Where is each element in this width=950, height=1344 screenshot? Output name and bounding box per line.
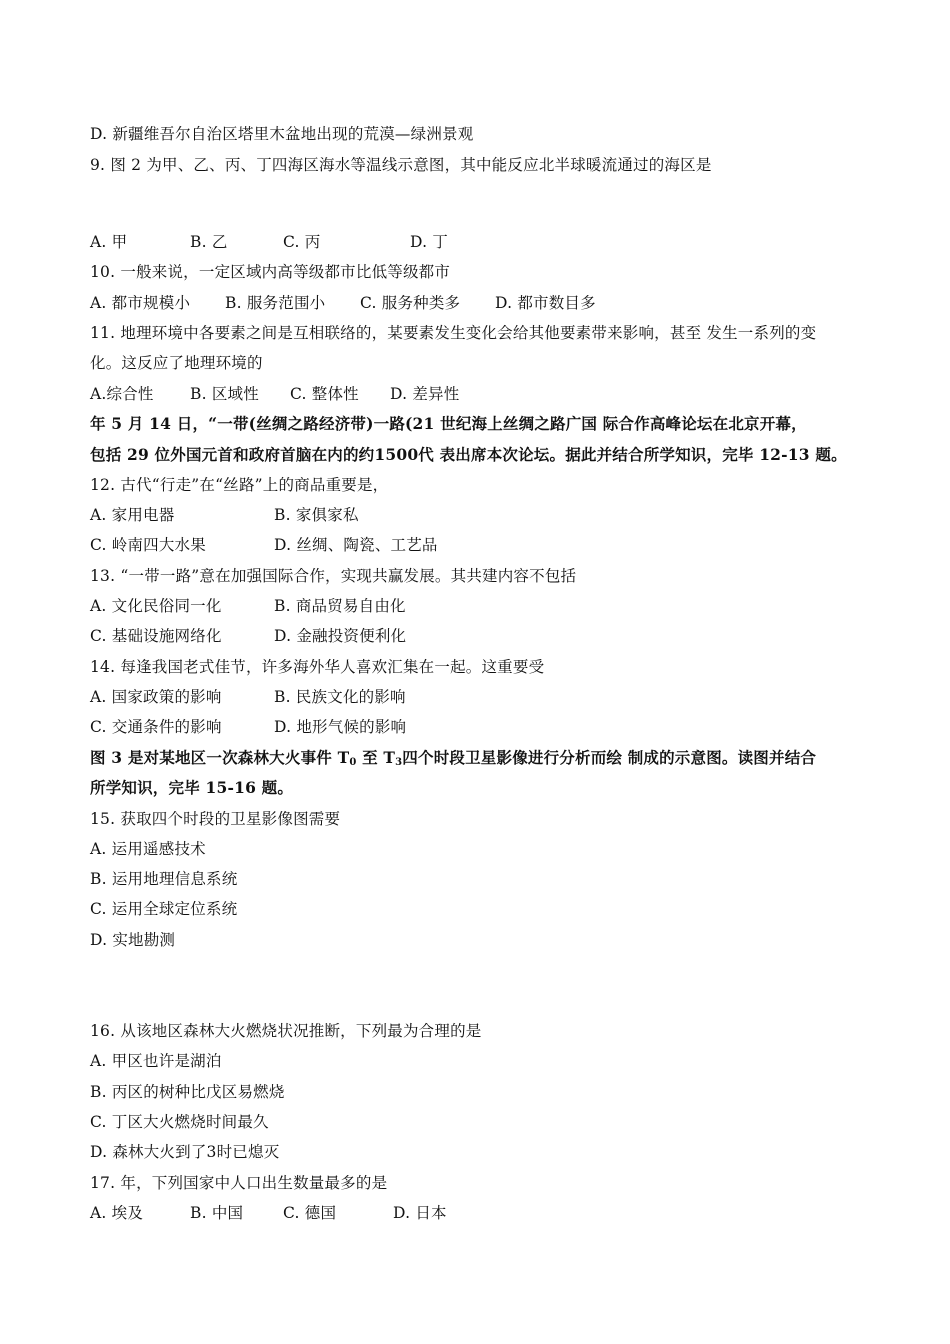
q12-option-a: A. 家用电器 — [90, 506, 175, 524]
q10-options — [90, 293, 596, 313]
q13-options-row2 — [90, 626, 406, 646]
q17-options — [90, 1203, 447, 1223]
q9-options — [90, 232, 448, 252]
q15-stem: 15. 获取四个时段的卫星影像图需要 — [90, 810, 341, 828]
q12-option-d: D. 丝绸、陶瓷、工艺品 — [274, 536, 438, 554]
q14-options-row1 — [90, 687, 406, 707]
q11-option-a: A.综合性 — [90, 385, 154, 403]
q14-option-c: C. 交通条件的影响 — [90, 718, 222, 736]
q15-option-c: C. 运用全球定位系统 — [90, 900, 238, 918]
q11-option-c: C. 整体性 — [290, 385, 359, 403]
q13-stem: 13. “一带一路”意在加强国际合作，实现共赢发展。其共建内容不包括 — [90, 567, 577, 585]
q15-intro-line2: 所学知识，完毕 15-16 题。 — [90, 778, 294, 797]
q16-option-c: C. 丁区大火燃烧时间最久 — [90, 1113, 269, 1131]
q13-option-b: B. 商品贸易自由化 — [274, 597, 406, 615]
q13-option-c: C. 基础设施网络化 — [90, 627, 222, 645]
q16-option-a: A. 甲区也许是湖泊 — [90, 1052, 222, 1070]
q15-option-b: B. 运用地理信息系统 — [90, 870, 238, 888]
q13-option-a: A. 文化民俗同一化 — [90, 597, 222, 615]
q9-stem: 9. 图 2 为甲、乙、丙、丁四海区海水等温线示意图，其中能反应北半球暖流通过的海区是 — [90, 156, 712, 174]
q10-option-a: A. 都市规模小 — [90, 294, 191, 312]
q14-option-b: B. 民族文化的影响 — [274, 688, 406, 706]
q15-option-d: D. 实地勘测 — [90, 931, 176, 949]
q9-option-d: D. 丁 — [410, 233, 449, 251]
q11-option-d: D. 差异性 — [390, 385, 460, 403]
q12-stem: 12. 古代“行走”在“丝路”上的商品重要是， — [90, 476, 389, 494]
q17-option-b: B. 中国 — [190, 1204, 244, 1222]
q12-intro-line2: 包括 29 位外国元首和政府首脑在内的约1500代 表出席本次论坛。据此并结合所学知识，完毕 12-13 题。 — [90, 445, 847, 464]
q10-option-d: D. 都市数目多 — [495, 294, 596, 312]
q14-option-d: D. 地形气候的影响 — [274, 718, 407, 736]
q11-options — [90, 384, 459, 404]
q12-options-row1 — [90, 505, 359, 525]
q11-stem-line2: 化。这反应了地理环境的 — [90, 354, 263, 372]
q16-option-b: B. 丙区的树种比戊区易燃烧 — [90, 1083, 285, 1101]
q17-option-c: C. 德国 — [283, 1204, 337, 1222]
q17-stem: 17. 年，下列国家中人口出生数量最多的是 — [90, 1174, 388, 1192]
q15-intro-line1: 图 3 是对某地区一次森林大火事件 $T_0$ 至 $T_3$四个时段卫星影像进行分析而绘 制成的示意图。读图并结合 — [90, 748, 817, 768]
q12-options-row2 — [90, 535, 438, 555]
q14-option-a: A. 国家政策的影响 — [90, 688, 222, 706]
q15-option-a: A. 运用遥感技术 — [90, 840, 206, 858]
q9-option-b: B. 乙 — [190, 233, 228, 251]
q16-option-d: D. 森林大火到了3时已熄灭 — [90, 1143, 280, 1161]
q13-option-d: D. 金融投资便利化 — [274, 627, 407, 645]
q10-stem: 10. 一般来说，一定区域内高等级都市比低等级都市 — [90, 263, 451, 281]
q9-option-c: C. 丙 — [283, 233, 321, 251]
q17-option-a: A. 埃及 — [90, 1204, 144, 1222]
q11-option-b: B. 区域性 — [190, 385, 259, 403]
q10-option-b: B. 服务范围小 — [225, 294, 326, 312]
q12-intro-line1: 年 5 月 14 日，“一带(丝绸之路经济带)一路(21 世纪海上丝绸之路广国 际合作高峰论坛在北京开幕， — [90, 414, 807, 433]
q8-option-d: D. 新疆维吾尔自治区塔里木盆地出现的荒漠—绿洲景观 — [90, 125, 474, 143]
q14-stem: 14. 每逢我国老式佳节，许多海外华人喜欢汇集在一起。这重要受 — [90, 658, 545, 676]
q12-option-c: C. 岭南四大水果 — [90, 536, 206, 554]
q11-stem-line1: 11. 地理环境中各要素之间是互相联络的，某要素发生变化会给其他要素带来影响，甚至 发生一系列的变 — [90, 324, 817, 342]
q12-option-b: B. 家俱家私 — [274, 506, 359, 524]
q17-option-d: D. 日本 — [393, 1204, 447, 1222]
q14-options-row2 — [90, 717, 406, 737]
q10-option-c: C. 服务种类多 — [360, 294, 461, 312]
q16-stem: 16. 从该地区森林大火燃烧状况推断，下列最为合理的是 — [90, 1022, 482, 1040]
q9-option-a: A. 甲 — [90, 233, 128, 251]
q13-options-row1 — [90, 596, 406, 616]
